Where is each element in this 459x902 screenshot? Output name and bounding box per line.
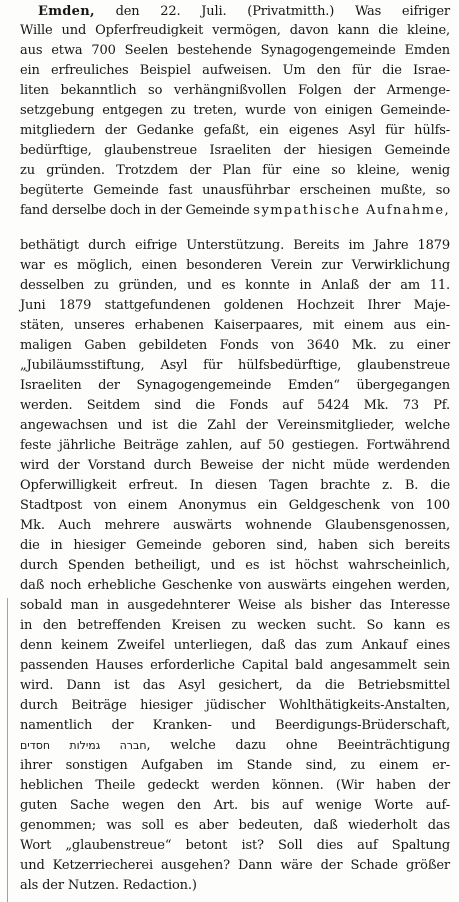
- article-line: guten Sache wegen den Art. bis auf wenige Worte auf-: [20, 798, 450, 813]
- article-line: liten bekanntlich so verhängnißvollen Folgen der Armenge-: [20, 83, 450, 98]
- emphasized-text: sympathische Aufnahme,: [253, 203, 450, 218]
- article-line: daß noch erhebliche Geschenke von auswärts eingehen werden,: [20, 578, 450, 593]
- article-line: setzgebung entgegen zu treten, wurde von einigen Gemeinde-: [20, 103, 450, 118]
- article-line: feste jährliche Beiträge zahlen, auf 50 gestiegen. Fortwährend: [20, 438, 450, 453]
- article-line: angewachsen und ist die Zahl der Vereinsmitglieder, welche: [20, 418, 450, 433]
- article-line: bethätigt durch eifrige Unterstützung. Bereits im Jahre 1879: [20, 238, 450, 253]
- article-line: genommen; was soll es aber bedeuten, daß wiederholt das: [20, 818, 450, 833]
- article-line: durch Beiträge hiesiger jüdischer Wohlthätigkeits-Anstalten,: [20, 698, 450, 713]
- article-line: aus etwa 700 Seelen bestehende Synagogengemeinde Emden: [20, 43, 450, 58]
- article-line: namentlich der Kranken- und Beerdigungs-Brüderschaft,: [20, 718, 450, 733]
- column-rule: [7, 598, 8, 902]
- article-line: ihrer sonstigen Aufgaben im Stande sind, zu einem er-: [20, 758, 450, 773]
- article-text: , welche dazu ohne Beeinträchtigung: [146, 738, 450, 753]
- article-line: Wille und Opferfreudigkeit vermögen, davon kann die kleine,: [20, 23, 450, 38]
- article-line: bedürftige, glaubenstreue Israeliten der hiesigen Gemeinde: [20, 143, 450, 158]
- article-line: desselben zu gründen, und es konnte in Anlaß der am 11.: [20, 278, 450, 293]
- article-line: Juni 1879 stattgefundenen goldenen Hochzeit Ihrer Maje-: [20, 298, 450, 313]
- article-line: begüterte Gemeinde fast unausführbar erscheinen mußte, so: [20, 183, 450, 198]
- article-line: wird. Dann ist das Asyl gesichert, da die Betriebsmittel: [20, 678, 450, 693]
- dateline-date: den 22. Juli.: [94, 4, 227, 19]
- article-text: fand derselbe doch in der Gemeinde: [20, 203, 254, 218]
- article-line: ein erfreuliches Beispiel aufweisen. Um den für die Israe-: [20, 63, 450, 78]
- article-line: heblichen Theile gedeckt werden können. (Wir haben der: [20, 778, 450, 793]
- article-line: maligen Gaben gebildeten Fonds von 3640 Mk. zu einer: [20, 338, 450, 353]
- article-line: denn keinem Zweifel unterliegen, daß das zum Ankauf eines: [20, 638, 450, 653]
- article-line: zu gründen. Trotzdem der Plan für eine so kleine, wenig: [20, 163, 450, 178]
- article-line: war es möglich, einen besonderen Verein zur Verwirklichung: [20, 258, 450, 273]
- article-text: Was eifriger: [334, 4, 450, 19]
- article-line: [20, 738, 450, 754]
- article-line: Mk. Auch mehrere auswärts wohnende Glaubensgenossen,: [20, 518, 450, 533]
- article-line: werden. Seitdem sind die Fonds auf 5424 Mk. 73 Pf.: [20, 398, 450, 413]
- article-line: als der Nutzen. Redaction.): [20, 878, 197, 893]
- article-line: [20, 203, 450, 219]
- dateline-place: Emden,: [38, 4, 95, 19]
- article-line: durch Spenden betheiligt, und es ist höchst wahrscheinlich,: [20, 558, 450, 573]
- article-line: „Jubiläumsstiftung, Asyl für hülfsbedürftige, glaubenstreue: [20, 358, 450, 373]
- article-line: Opferwilligkeit erfreut. In diesen Tagen brachte z. B. die: [20, 478, 450, 493]
- article-line: Stadtpost von einem Anonymus ein Geldgeschenk von 100: [20, 498, 450, 513]
- article-line: stäten, unseres erhabenen Kaiserpaares, mit einem aus ein-: [20, 318, 450, 333]
- hebrew-text: חברה גמילות חסדים: [20, 739, 147, 752]
- article-line: mitgliedern der Gedanke gefaßt, ein eigenes Asyl für hülfs-: [20, 123, 450, 138]
- article-line: Wort „glaubenstreue“ betont ist? Soll dies auf Spaltung: [20, 838, 450, 853]
- article-line: wird der Vorstand durch Beweise der nicht müde werdenden: [20, 458, 450, 473]
- article-line: [38, 4, 450, 20]
- article-line: sobald man in ausgedehnterer Weise als bisher das Interesse: [20, 598, 450, 613]
- article-line: passenden Hauses erforderliche Capital bald angesammelt sein: [20, 658, 450, 673]
- article-line: die in hiesiger Gemeinde geboren sind, haben sich bereits: [20, 538, 450, 553]
- article-line: Israeliten der Synagogengemeinde Emden“ übergegangen: [20, 378, 450, 393]
- article-line: und Ketzerriecherei ausgehen? Dann wäre der Schade größer: [20, 858, 450, 873]
- article-line: in den betreffenden Kreisen zu wecken sucht. So kann es: [20, 618, 450, 633]
- dateline-source: (Privatmitth.): [226, 4, 335, 19]
